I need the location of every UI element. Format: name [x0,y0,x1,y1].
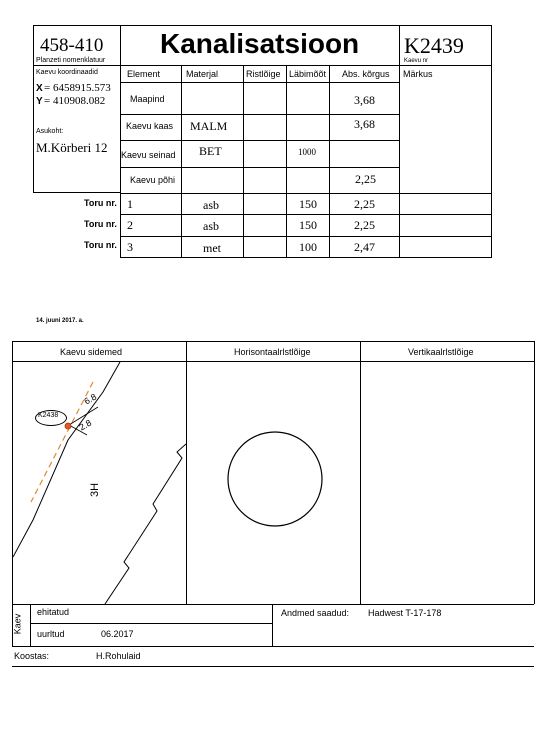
col-header-height: Abs. kõrgus [342,69,390,79]
pipe-nr: 1 [127,197,133,211]
compiler-label: Koostas: [14,651,50,661]
pipe-nr: 2 [127,218,133,232]
pipe-material: met [203,241,221,255]
data-label: Andmed saadud: [281,608,350,618]
pipe-height: 2,25 [354,218,375,232]
nomenclature-value: 458-410 [40,35,104,56]
y-label: Y [36,96,43,107]
pipe-nr: 3 [127,240,133,254]
row-element: Kaevu seinad [121,150,176,160]
well-number-label: Kaevu nr [404,58,429,64]
dimension-label: 6.8 [82,391,99,407]
building-label: 3H [89,482,102,498]
row-material: BET [199,144,222,158]
col-title-vertical: Vertikaalrlstlõige [408,347,474,357]
col-header-note: Märkus [403,69,433,79]
dimension-label: 2.8 [77,417,94,433]
page-title: Kanalisatsioon [160,28,360,59]
pipe-material: asb [203,198,219,212]
surveyed-label: uurltud [37,629,65,639]
col-title-horizontal: Horisontaalrlstlõige [234,347,311,357]
pipe-label: Toru nr. [84,240,117,250]
x-label: X [36,83,43,94]
location-label: Asukoht: [36,128,64,135]
col-header-element: Element [127,69,161,79]
well-number: K2439 [404,33,464,58]
pipe-diameter: 100 [299,240,317,254]
row-height: 2,25 [355,172,376,186]
location-value: M.Körberi 12 [36,140,108,155]
well-tag: K2438 [38,412,59,419]
horizontal-section-circle [226,430,324,528]
document-date: 14. juuni 2017. a. [36,318,84,324]
nomenclature-label: Planzeti nomenklatuur [36,57,106,64]
row-element: Maapind [130,94,165,104]
pipe-diameter: 150 [299,218,317,232]
compiler-value: H.Rohulaid [96,651,141,661]
built-label: ehitatud [37,607,70,617]
y-value: = 410908.082 [44,95,106,107]
well-marker-icon [65,423,71,429]
surveyed-date: 06.2017 [101,629,134,639]
pipe-label: Toru nr. [84,219,117,229]
row-material: MALM [190,119,228,133]
row-element: Kaevu kaas [126,121,174,131]
data-value: Hadwest T-17-178 [368,608,442,618]
pipe-height: 2,47 [354,240,375,254]
pipe-material: asb [203,219,219,233]
pipe-label: Toru nr. [84,198,117,208]
x-value: = 6458915.573 [44,82,111,94]
side-label: Kaev [12,613,23,635]
col-header-material: Materjal [186,69,219,79]
coords-label: Kaevu koordinaadid [36,69,98,76]
col-header-diameter: Läbimõõt [289,69,327,79]
row-diameter: 1000 [298,147,316,157]
pipe-diameter: 150 [299,197,317,211]
row-height: 3,68 [354,117,375,131]
pipe-height: 2,25 [354,197,375,211]
col-title-links: Kaevu sidemed [60,347,123,357]
row-height: 3,68 [354,93,375,107]
row-element: Kaevu põhi [130,175,176,185]
col-header-cross: Ristlõige [246,69,281,79]
